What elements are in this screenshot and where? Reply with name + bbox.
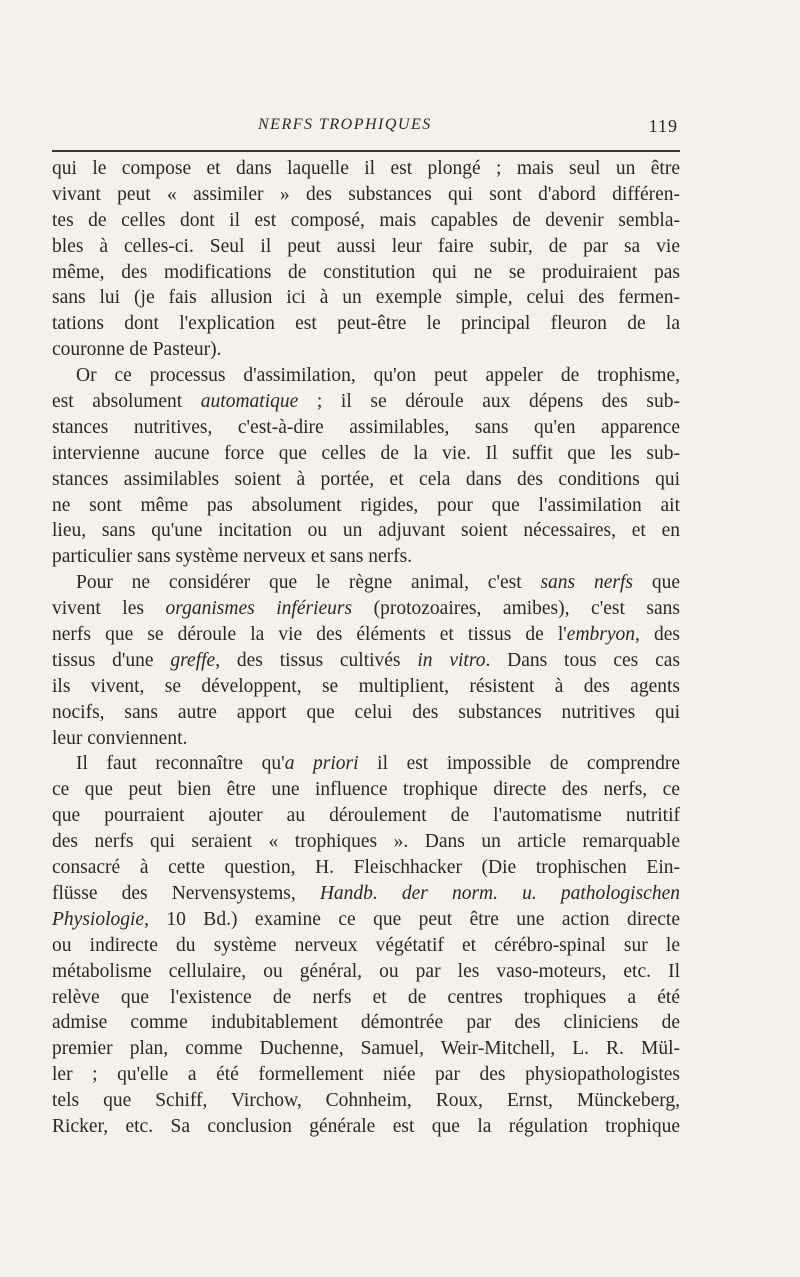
text-line: stances assimilables soient à portée, et cela dans des conditions qui [52,468,680,490]
italic-term: a priori [284,753,359,775]
text-line: lieu, sans qu'une incitation ou un adjuvant soient nécessaires, et en [52,520,680,542]
text-line: ils vivent, se développent, se multiplient, résistent à des agents [52,675,680,697]
text-line: leur conviennent. [52,727,188,749]
text-line: est absolument automatique ; il se déroule aux dépens des sub- [52,391,680,413]
text-line: vivent les organismes inférieurs (protozoaires, amibes), c'est sans [52,598,680,620]
text-line: Or ce processus d'assimilation, qu'on peut appeler de trophisme, [76,365,680,387]
text-line: vivant peut « assimiler » des substances qui sont d'abord différen- [52,183,680,205]
text-line: Physiologie, 10 Bd.) examine ce que peut être une action directe [52,908,680,930]
text-line: des nerfs qui seraient « trophiques ». Dans un article remarquable [52,831,680,853]
italic-term: Handb. der norm. u. pathologischen [319,882,680,904]
running-head-title: NERFS TROPHIQUES [258,116,432,133]
book-page [52,0,680,1277]
running-head [52,116,680,140]
text-line: ce que peut bien être une influence trophique directe des nerfs, ce [52,779,680,801]
text-line: ler ; qu'elle a été formellement niée par des physiopathologistes [52,1064,680,1086]
text-line: relève que l'existence de nerfs et de centres trophiques a été [52,986,680,1008]
italic-term: greffe [170,649,216,671]
text-line: premier plan, comme Duchenne, Samuel, Weir-Mitchell, L. R. Mül- [52,1038,680,1060]
text-line: nocifs, sans autre apport que celui des substances nutritives qui [52,701,680,723]
text-line: admise comme indubitablement démontrée par des cliniciens de [52,1012,680,1034]
text-line: ne sont même pas absolument rigides, pour que l'assimilation ait [52,494,680,516]
text-line: bles à celles-ci. Seul il peut aussi leur faire subir, de par sa vie [52,235,680,257]
text-line: sans lui (je fais allusion ici à un exemple simple, celui des fermen- [52,287,680,309]
text-line: couronne de Pasteur). [52,339,222,361]
text-line: tissus d'une greffe, des tissus cultivés in vitro. Dans tous ces cas [52,649,680,671]
text-line: particulier sans système nerveux et sans nerfs. [52,546,413,568]
text-line: tations dont l'explication est peut-être le principal fleuron de la [52,313,680,335]
text-line: métabolisme cellulaire, ou général, ou par les vaso-moteurs, etc. Il [52,960,680,982]
text-line: tels que Schiff, Virchow, Cohnheim, Roux, Ernst, Münckeberg, [52,1090,680,1112]
italic-term: organismes inférieurs [165,598,353,620]
text-line: Pour ne considérer que le règne animal, c'est sans nerfs que [76,572,680,594]
text-line: Il faut reconnaître qu'a priori il est impossible de comprendre [76,753,680,775]
text-line: Ricker, etc. Sa conclusion générale est que la régulation trophique [52,1115,680,1137]
text-line: ou indirecte du système nerveux végétatif et cérébro-spinal sur le [52,934,680,956]
text-line: qui le compose et dans laquelle il est plongé ; mais seul un être [52,158,680,179]
header-rule [52,150,680,152]
text-line: intervienne aucune force que celles de la vie. Il suffit que les sub- [52,442,680,464]
italic-term: embryon [566,624,636,646]
text-line: flüsse des Nervensystems, Handb. der norm. u. pathologischen [52,882,680,904]
italic-term: sans nerfs [540,572,633,594]
text-line: que pourraient ajouter au déroulement de l'automatisme nutritif [52,805,680,827]
text-line: stances nutritives, c'est-à-dire assimilables, sans qu'en apparence [52,416,680,438]
text-line: tes de celles dont il est composé, mais capables de devenir sembla- [52,209,680,231]
text-line: nerfs que se déroule la vie des éléments et tissus de l'embryon, des [52,624,680,646]
text-line: consacré à cette question, H. Fleischhacker (Die trophischen Ein- [52,857,680,879]
italic-term: automatique [200,391,299,413]
page-number: 119 [648,116,678,136]
italic-term: Physiologie [52,908,145,930]
body-text [52,156,680,1140]
italic-term: in vitro [417,649,486,671]
text-line: même, des modifications de constitution qui ne se produiraient pas [52,261,680,283]
